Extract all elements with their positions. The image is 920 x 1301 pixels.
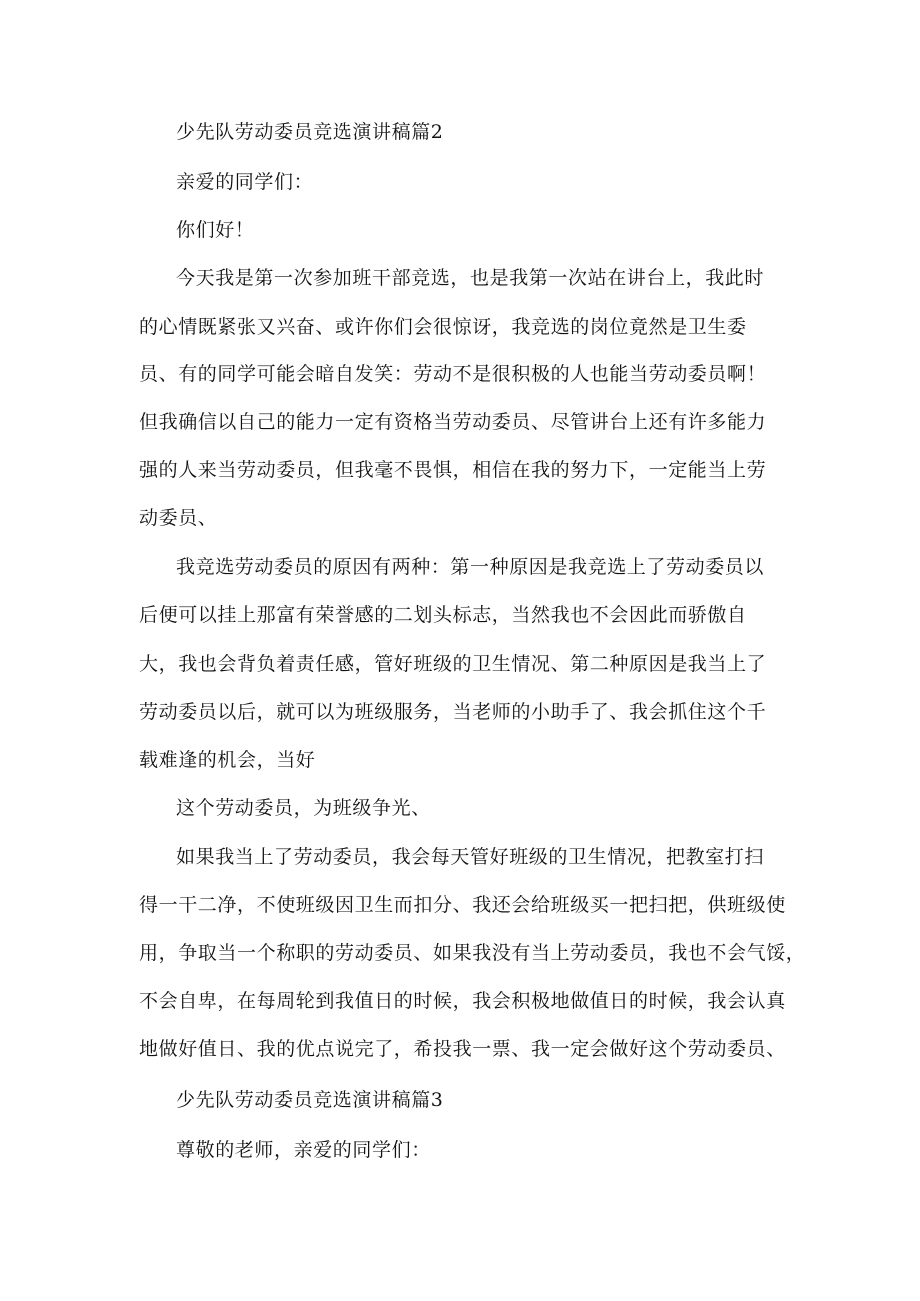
greeting-2: 亲爱的同学们：	[176, 171, 314, 193]
paragraph-1-line: 今天我是第一次参加班干部竞选，也是我第一次站在讲台上，我此时	[176, 267, 765, 289]
section-title-2: 少先队劳动委员竞选演讲稿篇2	[176, 121, 444, 143]
paragraph-2-line: 大，我也会背负着责任感，管好班级的卫生情况、第二种原因是我当上了	[139, 653, 767, 675]
hello-line: 你们好！	[176, 219, 255, 241]
paragraph-2-line: 载难逢的机会，当好	[139, 749, 316, 771]
paragraph-4-line: 用，争取当一个称职的劳动委员、如果我没有当上劳动委员，我也不会气馁，	[139, 942, 806, 964]
paragraph-4-line: 得一干二净，不使班级因卫生而扣分、我还会给班级买一把扫把，供班级使	[139, 894, 786, 916]
greeting-3: 尊敬的老师，亲爱的同学们：	[176, 1139, 431, 1161]
paragraph-2-line: 我竞选劳动委员的原因有两种：第一种原因是我竞选上了劳动委员以	[176, 556, 765, 578]
paragraph-2-line: 后便可以挂上那富有荣誉感的二划头标志，当然我也不会因此而骄傲自	[139, 604, 747, 626]
paragraph-1-line: 但我确信以自己的能力一定有资格当劳动委员、尽管讲台上还有许多能力	[139, 411, 767, 433]
paragraph-4-line: 不会自卑，在每周轮到我值日的时候，我会积极地做值日的时候，我会认真	[139, 990, 786, 1012]
paragraph-1-line: 员、有的同学可能会暗自发笑：劳动不是很积极的人也能当劳动委员啊！	[139, 363, 767, 385]
paragraph-1-line: 动委员、	[139, 507, 218, 529]
paragraph-1-line: 强的人来当劳动委员，但我毫不畏惧，相信在我的努力下，一定能当上劳	[139, 459, 767, 481]
paragraph-3-line: 这个劳动委员，为班级争光、	[176, 797, 431, 819]
paragraph-4-line: 地做好值日、我的优点说完了，希投我一票、我一定会做好这个劳动委员、	[139, 1038, 786, 1060]
section-title-3: 少先队劳动委员竞选演讲稿篇3	[176, 1089, 444, 1111]
paragraph-4-line: 如果我当上了劳动委员，我会每天管好班级的卫生情况，把教室打扫	[176, 846, 765, 868]
paragraph-2-line: 劳动委员以后，就可以为班级服务，当老师的小助手了、我会抓住这个千	[139, 701, 767, 723]
paragraph-1-line: 的心情既紧张又兴奋、或许你们会很惊讶，我竞选的岗位竟然是卫生委	[139, 316, 747, 338]
